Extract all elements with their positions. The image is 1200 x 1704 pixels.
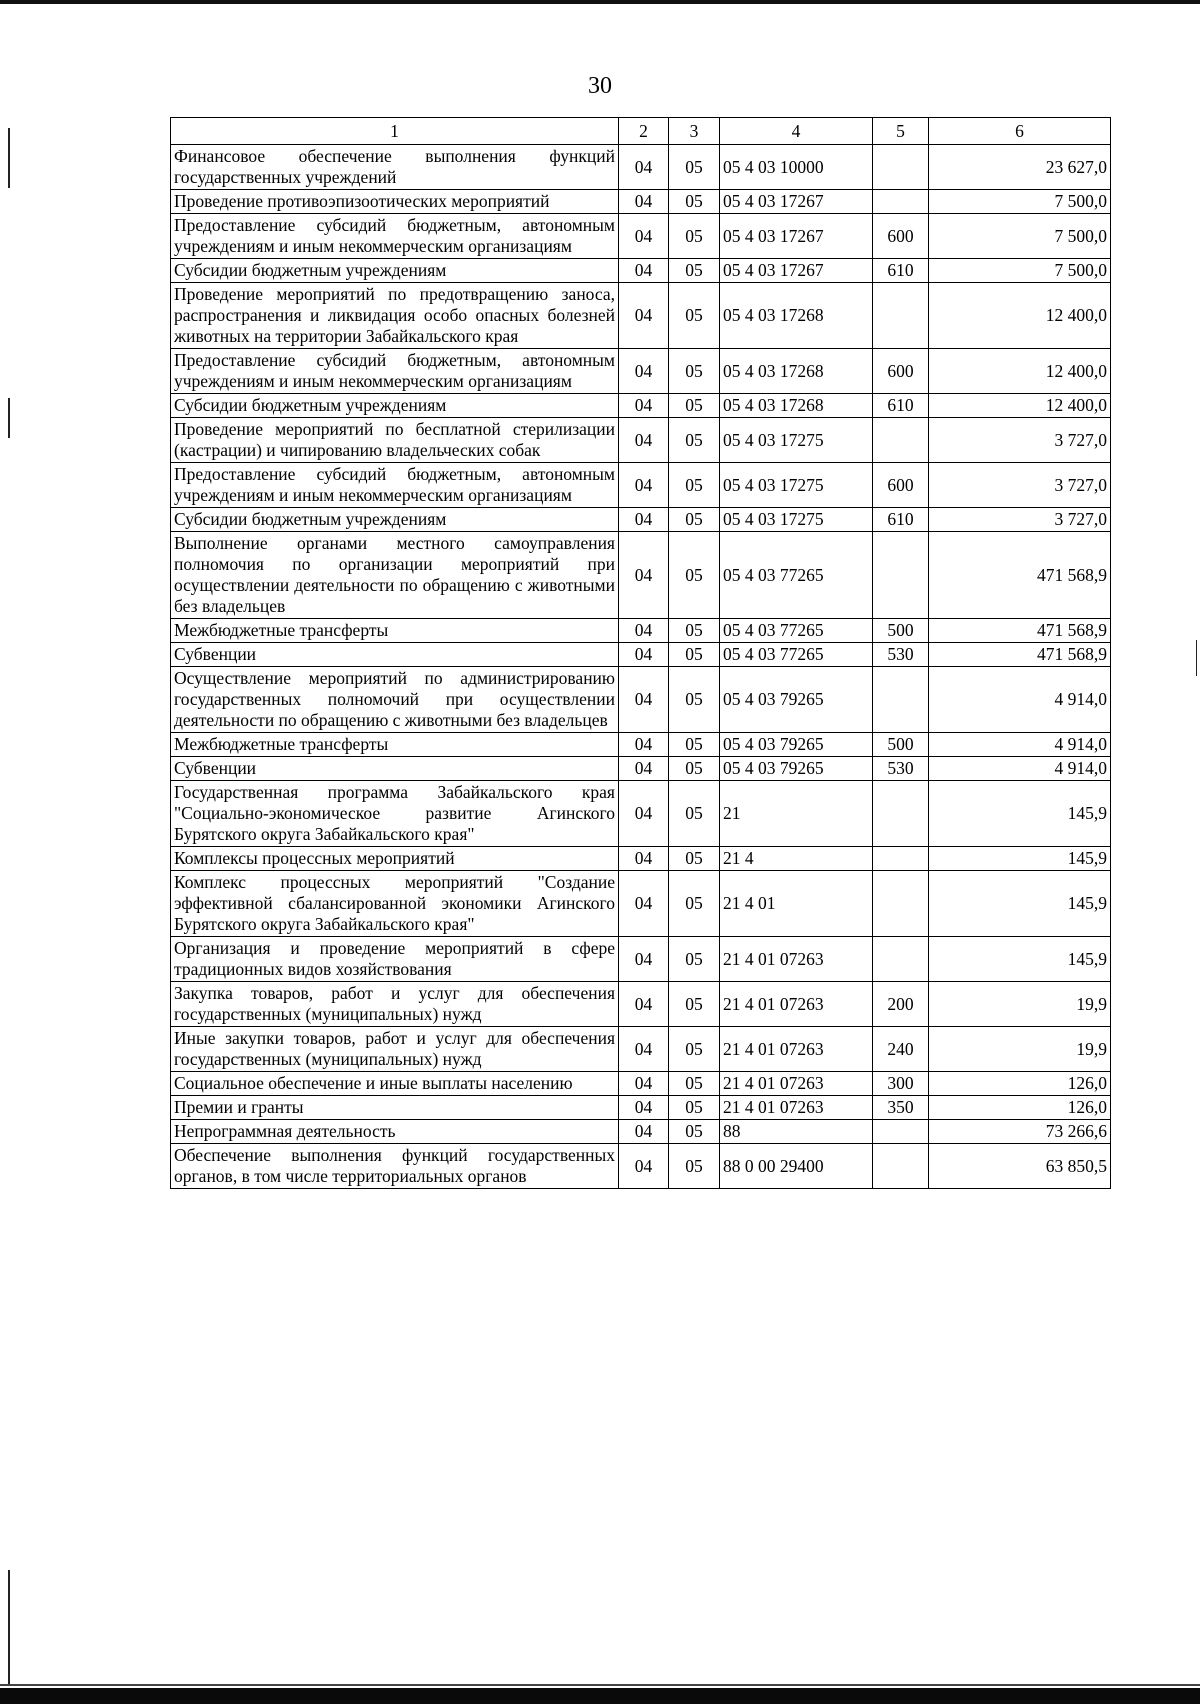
table-row [171,349,1111,394]
subsection-code-cell: 05 [669,283,720,349]
table-row [171,418,1111,463]
row-name-cell: Предоставление субсидий бюджетным, автономным учреждениям и иным некоммерческим организациям [171,463,619,508]
budget-table [170,117,1111,1189]
expense-type-cell [873,781,929,847]
column-header: 5 [873,118,929,145]
subsection-code-cell: 05 [669,508,720,532]
amount-cell: 145,9 [929,781,1111,847]
row-name-cell: Государственная программа Забайкальского края "Социально-экономическое развитие Агинского Бурятского округа Забайкальского края" [171,781,619,847]
scan-margin-mark [8,398,10,438]
section-code-cell: 04 [619,508,669,532]
table-row [171,643,1111,667]
table-row [171,871,1111,937]
subsection-code-cell: 05 [669,667,720,733]
subsection-code-cell: 05 [669,349,720,394]
target-article-cell: 21 4 01 07263 [720,982,873,1027]
expense-type-cell [873,190,929,214]
section-code-cell: 04 [619,982,669,1027]
target-article-cell: 05 4 03 17268 [720,283,873,349]
amount-cell: 3 727,0 [929,508,1111,532]
section-code-cell: 04 [619,1144,669,1189]
table-row [171,733,1111,757]
subsection-code-cell: 05 [669,214,720,259]
section-code-cell: 04 [619,1027,669,1072]
subsection-code-cell: 05 [669,532,720,619]
scan-margin-mark [8,128,10,188]
scan-margin-mark [8,1570,10,1684]
amount-cell: 4 914,0 [929,757,1111,781]
expense-type-cell: 600 [873,349,929,394]
expense-type-cell [873,418,929,463]
target-article-cell: 21 4 01 07263 [720,937,873,982]
subsection-code-cell: 05 [669,847,720,871]
expense-type-cell: 350 [873,1096,929,1120]
subsection-code-cell: 05 [669,1027,720,1072]
amount-cell: 63 850,5 [929,1144,1111,1189]
row-name-cell: Обеспечение выполнения функций государственных органов, в том числе территориальных органов [171,1144,619,1189]
column-header: 1 [171,118,619,145]
table-row [171,1027,1111,1072]
expense-type-cell [873,937,929,982]
subsection-code-cell: 05 [669,145,720,190]
scan-edge-bottom-line [0,1684,1200,1686]
section-code-cell: 04 [619,349,669,394]
subsection-code-cell: 05 [669,463,720,508]
amount-cell: 145,9 [929,847,1111,871]
table-row [171,619,1111,643]
expense-type-cell: 600 [873,463,929,508]
section-code-cell: 04 [619,145,669,190]
target-article-cell: 21 [720,781,873,847]
amount-cell: 19,9 [929,982,1111,1027]
amount-cell: 145,9 [929,871,1111,937]
target-article-cell: 05 4 03 77265 [720,643,873,667]
target-article-cell: 05 4 03 17268 [720,394,873,418]
subsection-code-cell: 05 [669,1072,720,1096]
amount-cell: 7 500,0 [929,259,1111,283]
expense-type-cell [873,667,929,733]
subsection-code-cell: 05 [669,937,720,982]
target-article-cell: 05 4 03 77265 [720,619,873,643]
target-article-cell: 05 4 03 79265 [720,733,873,757]
subsection-code-cell: 05 [669,1144,720,1189]
table-row [171,781,1111,847]
table-row [171,1072,1111,1096]
amount-cell: 471 568,9 [929,643,1111,667]
section-code-cell: 04 [619,871,669,937]
amount-cell: 471 568,9 [929,532,1111,619]
target-article-cell: 05 4 03 77265 [720,532,873,619]
section-code-cell: 04 [619,781,669,847]
expense-type-cell [873,283,929,349]
row-name-cell: Предоставление субсидий бюджетным, автономным учреждениям и иным некоммерческим организациям [171,214,619,259]
section-code-cell: 04 [619,394,669,418]
table-row [171,190,1111,214]
target-article-cell: 05 4 03 17268 [720,349,873,394]
table-row [171,757,1111,781]
row-name-cell: Социальное обеспечение и иные выплаты населению [171,1072,619,1096]
table-row [171,508,1111,532]
expense-type-cell [873,145,929,190]
section-code-cell: 04 [619,463,669,508]
amount-cell: 7 500,0 [929,214,1111,259]
target-article-cell: 05 4 03 17267 [720,214,873,259]
row-name-cell: Межбюджетные трансферты [171,733,619,757]
row-name-cell: Предоставление субсидий бюджетным, автономным учреждениям и иным некоммерческим организациям [171,349,619,394]
subsection-code-cell: 05 [669,1120,720,1144]
section-code-cell: 04 [619,1120,669,1144]
row-name-cell: Субвенции [171,757,619,781]
expense-type-cell [873,1144,929,1189]
expense-type-cell: 200 [873,982,929,1027]
amount-cell: 126,0 [929,1072,1111,1096]
subsection-code-cell: 05 [669,190,720,214]
page-number: 30 [588,73,612,99]
amount-cell: 19,9 [929,1027,1111,1072]
row-name-cell: Комплексы процессных мероприятий [171,847,619,871]
table-row [171,394,1111,418]
target-article-cell: 21 4 [720,847,873,871]
target-article-cell: 05 4 03 17267 [720,259,873,283]
row-name-cell: Субсидии бюджетным учреждениям [171,508,619,532]
amount-cell: 126,0 [929,1096,1111,1120]
row-name-cell: Осуществление мероприятий по администрированию государственных полномочий при осуществлении деятельности по обращению с животными без владельцев [171,667,619,733]
amount-cell: 12 400,0 [929,394,1111,418]
column-header: 2 [619,118,669,145]
subsection-code-cell: 05 [669,643,720,667]
table-body [171,145,1111,1189]
target-article-cell: 05 4 03 17267 [720,190,873,214]
subsection-code-cell: 05 [669,619,720,643]
target-article-cell: 05 4 03 10000 [720,145,873,190]
table-row [171,532,1111,619]
section-code-cell: 04 [619,619,669,643]
section-code-cell: 04 [619,757,669,781]
table-row [171,214,1111,259]
table-row [171,937,1111,982]
expense-type-cell [873,847,929,871]
scan-edge-top [0,0,1200,4]
target-article-cell: 88 [720,1120,873,1144]
section-code-cell: 04 [619,283,669,349]
column-header: 3 [669,118,720,145]
expense-type-cell: 500 [873,619,929,643]
expense-type-cell: 610 [873,508,929,532]
amount-cell: 145,9 [929,937,1111,982]
subsection-code-cell: 05 [669,394,720,418]
amount-cell: 7 500,0 [929,190,1111,214]
section-code-cell: 04 [619,214,669,259]
expense-type-cell: 610 [873,259,929,283]
expense-type-cell: 240 [873,1027,929,1072]
table-header-row [171,118,1111,145]
target-article-cell: 05 4 03 79265 [720,667,873,733]
section-code-cell: 04 [619,643,669,667]
table-row [171,145,1111,190]
target-article-cell: 21 4 01 07263 [720,1027,873,1072]
target-article-cell: 21 4 01 07263 [720,1096,873,1120]
subsection-code-cell: 05 [669,757,720,781]
expense-type-cell: 530 [873,757,929,781]
table-row [171,847,1111,871]
expense-type-cell: 300 [873,1072,929,1096]
subsection-code-cell: 05 [669,781,720,847]
row-name-cell: Финансовое обеспечение выполнения функций государственных учреждений [171,145,619,190]
amount-cell: 3 727,0 [929,418,1111,463]
amount-cell: 471 568,9 [929,619,1111,643]
row-name-cell: Проведение мероприятий по бесплатной стерилизации (кастрации) и чипированию владельческих собак [171,418,619,463]
amount-cell: 4 914,0 [929,733,1111,757]
row-name-cell: Премии и гранты [171,1096,619,1120]
expense-type-cell [873,1120,929,1144]
table-row [171,283,1111,349]
row-name-cell: Проведение мероприятий по предотвращению заноса, распространения и ликвидация особо опасных болезней животных на территории Забайкальского края [171,283,619,349]
section-code-cell: 04 [619,259,669,283]
target-article-cell: 21 4 01 07263 [720,1072,873,1096]
amount-cell: 4 914,0 [929,667,1111,733]
section-code-cell: 04 [619,1096,669,1120]
amount-cell: 3 727,0 [929,463,1111,508]
amount-cell: 23 627,0 [929,145,1111,190]
subsection-code-cell: 05 [669,259,720,283]
amount-cell: 12 400,0 [929,283,1111,349]
table-row [171,982,1111,1027]
scan-margin-mark [1196,640,1197,676]
row-name-cell: Иные закупки товаров, работ и услуг для обеспечения государственных (муниципальных) нужд [171,1027,619,1072]
subsection-code-cell: 05 [669,871,720,937]
row-name-cell: Субсидии бюджетным учреждениям [171,259,619,283]
row-name-cell: Комплекс процессных мероприятий "Создание эффективной сбалансированной экономики Агинского Бурятского округа Забайкальского края" [171,871,619,937]
section-code-cell: 04 [619,937,669,982]
expense-type-cell [873,532,929,619]
subsection-code-cell: 05 [669,418,720,463]
row-name-cell: Закупка товаров, работ и услуг для обеспечения государственных (муниципальных) нужд [171,982,619,1027]
table-row [171,463,1111,508]
row-name-cell: Организация и проведение мероприятий в сфере традиционных видов хозяйствования [171,937,619,982]
table-row [171,259,1111,283]
table-row [171,1096,1111,1120]
target-article-cell: 05 4 03 79265 [720,757,873,781]
column-header: 4 [720,118,873,145]
section-code-cell: 04 [619,667,669,733]
expense-type-cell: 600 [873,214,929,259]
table-row [171,667,1111,733]
target-article-cell: 21 4 01 [720,871,873,937]
row-name-cell: Непрограммная деятельность [171,1120,619,1144]
amount-cell: 12 400,0 [929,349,1111,394]
section-code-cell: 04 [619,190,669,214]
scan-edge-bottom [0,1688,1200,1704]
section-code-cell: 04 [619,532,669,619]
target-article-cell: 05 4 03 17275 [720,508,873,532]
expense-type-cell: 530 [873,643,929,667]
subsection-code-cell: 05 [669,982,720,1027]
amount-cell: 73 266,6 [929,1120,1111,1144]
subsection-code-cell: 05 [669,1096,720,1120]
target-article-cell: 88 0 00 29400 [720,1144,873,1189]
expense-type-cell: 610 [873,394,929,418]
target-article-cell: 05 4 03 17275 [720,463,873,508]
section-code-cell: 04 [619,1072,669,1096]
row-name-cell: Межбюджетные трансферты [171,619,619,643]
expense-type-cell [873,871,929,937]
row-name-cell: Проведение противоэпизоотических мероприятий [171,190,619,214]
section-code-cell: 04 [619,847,669,871]
row-name-cell: Субвенции [171,643,619,667]
section-code-cell: 04 [619,418,669,463]
column-header: 6 [929,118,1111,145]
row-name-cell: Выполнение органами местного самоуправления полномочия по организации мероприятий при осуществлении деятельности по обращению с животными без владельцев [171,532,619,619]
row-name-cell: Субсидии бюджетным учреждениям [171,394,619,418]
table-row [171,1144,1111,1189]
section-code-cell: 04 [619,733,669,757]
expense-type-cell: 500 [873,733,929,757]
table-row [171,1120,1111,1144]
target-article-cell: 05 4 03 17275 [720,418,873,463]
subsection-code-cell: 05 [669,733,720,757]
